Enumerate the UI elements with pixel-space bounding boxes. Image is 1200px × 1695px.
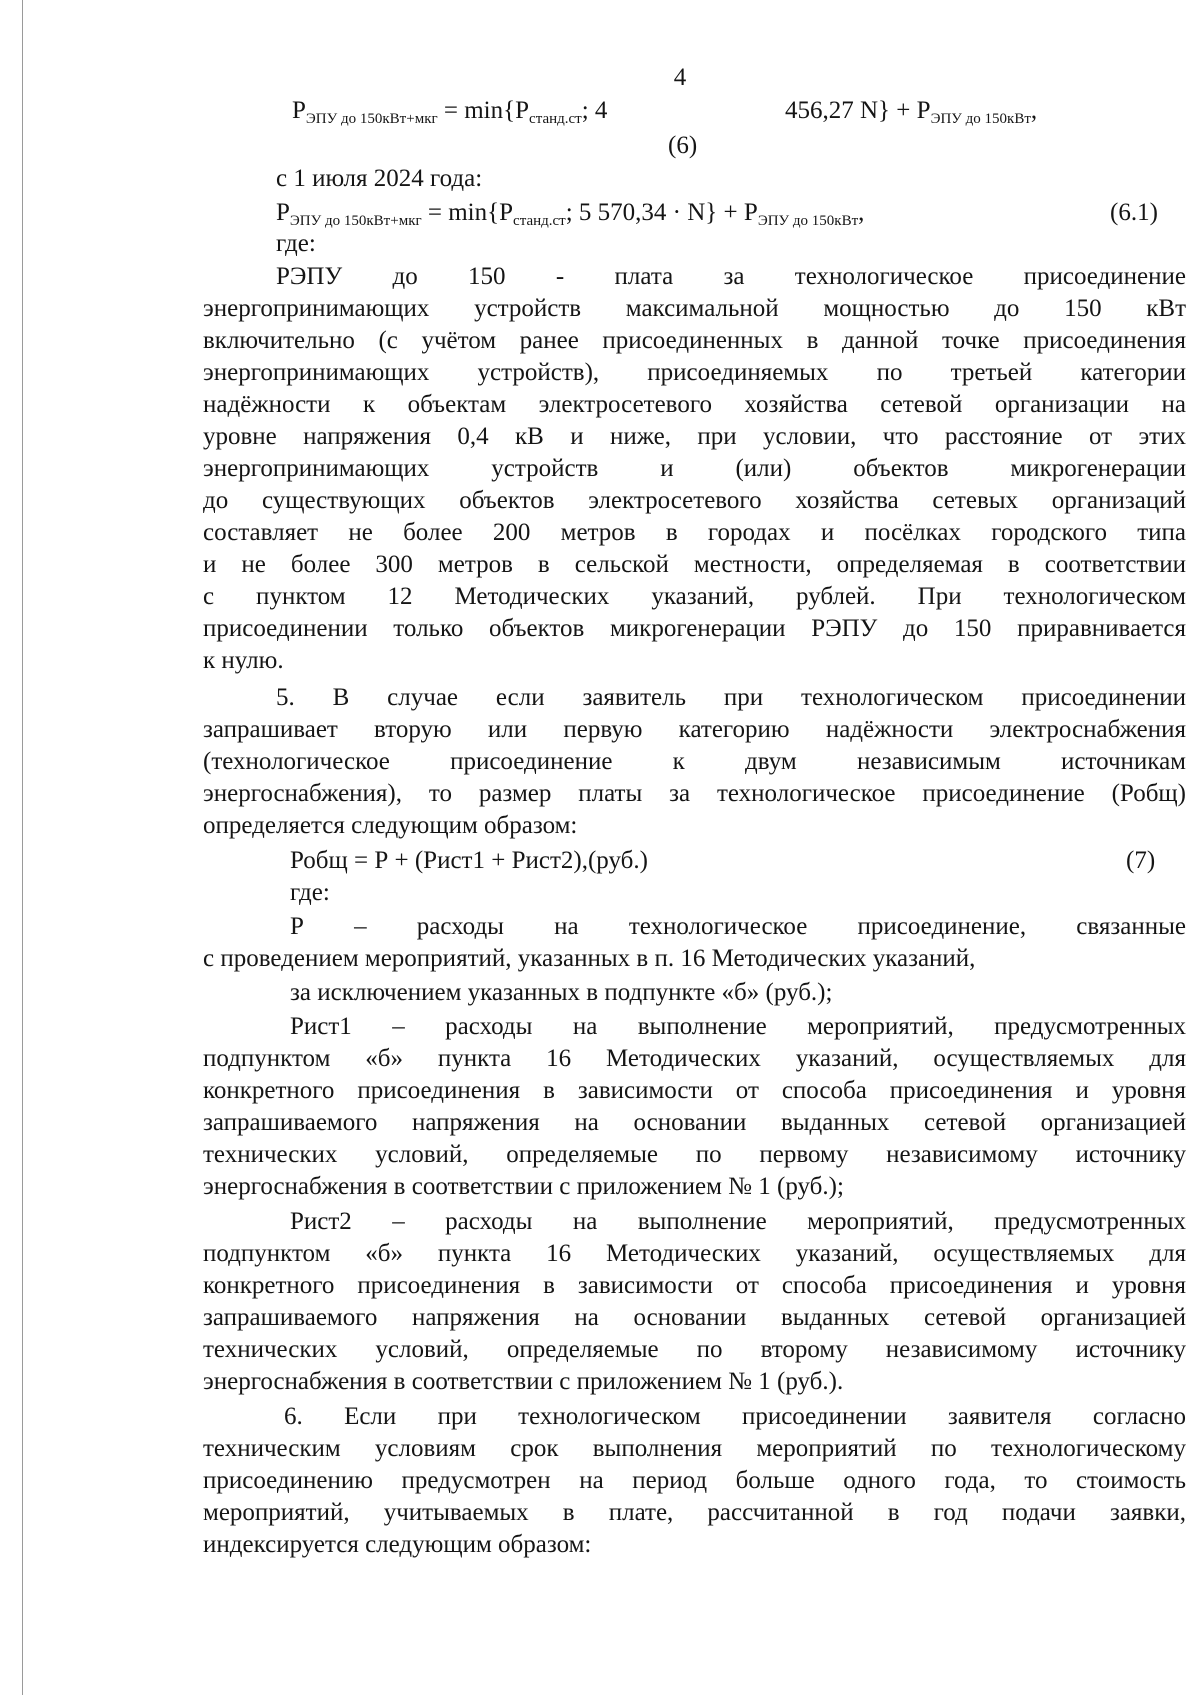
text-line: присоединении только объектов микрогенерации РЭПУ до 150 приравнивается [203, 615, 1186, 642]
text-line: мероприятий, учитываемых в плате, рассчитанной в год подачи заявки, [203, 1499, 1186, 1526]
text-line: энергопринимающих устройств и (или) объектов микрогенерации [203, 455, 1186, 482]
text-line: конкретного присоединения в зависимости от способа присоединения и уровня [203, 1077, 1186, 1104]
formula-6: $Р_{ЭПУ до 150кВт+мкг} = \min\{Р_{станд.ст}$; 4 [292, 97, 608, 127]
formula-6-number: (6) [668, 132, 698, 159]
text-line: запрашиваемого напряжения на основании выданных сетевой организацией [203, 1109, 1186, 1136]
text-line: уровне напряжения 0,4 кВ и ниже, при условии, что расстояние от этих [203, 423, 1186, 450]
text-line: энергоснабжения в соответствии с приложением № 1 (руб.); [203, 1173, 844, 1200]
text-line: к нулю. [203, 647, 284, 674]
date-line: с 1 июля 2024 года: [276, 165, 483, 192]
text-line: подпунктом «б» пункта 16 Методических указаний, осуществляемых для [203, 1240, 1186, 1267]
text-line: Рист2 – расходы на выполнение мероприятий, предусмотренных [290, 1208, 1186, 1235]
text-line: технических условий, определяемые по первому независимому источнику [203, 1141, 1186, 1168]
formula-6-1: $Р_{ЭПУ до 150кВт+мкг} = \min\{Р_{станд.ст}$; 5 $570,34 \cdot N\} + Р_{ЭПУ до 150кВт}$, [276, 199, 865, 229]
text-line: Р – расходы на технологическое присоединение, связанные [290, 913, 1186, 940]
text-line: определяется следующим образом: [203, 812, 578, 839]
text-line: (технологическое присоединение к двум независимым источникам [203, 748, 1186, 775]
text-line: за исключением указанных в подпункте «б» (руб.); [290, 979, 833, 1006]
text-line: конкретного присоединения в зависимости от способа присоединения и уровня [203, 1272, 1186, 1299]
text-line: технических условий, определяемые по второму независимому источнику [203, 1336, 1186, 1363]
text-line: энергопринимающих устройств максимальной мощностью до 150 кВт [203, 295, 1186, 322]
text-line: подпунктом «б» пункта 16 Методических указаний, осуществляемых для [203, 1045, 1186, 1072]
text-line: техническим условиям срок выполнения мероприятий по технологическому [203, 1435, 1186, 1462]
text-line: запрашивает вторую или первую категорию надёжности электроснабжения [203, 716, 1186, 743]
formula-6-1-number: (6.1) [1110, 199, 1158, 226]
text-line: надёжности к объектам электросетевого хозяйства сетевой организации на [203, 391, 1186, 418]
text-line: 6. Если при технологическом присоединении заявителя согласно [284, 1403, 1186, 1430]
text-line: присоединению предусмотрен на период больше одного года, то стоимость [203, 1467, 1186, 1494]
where-label: где: [276, 230, 316, 257]
formula-7: Робщ = Р + (Рист1 + Рист2),(руб.) [290, 847, 648, 874]
text-line: с проведением мероприятий, указанных в п. 16 Методических указаний, [203, 945, 976, 972]
text-line: Рист1 – расходы на выполнение мероприятий, предусмотренных [290, 1013, 1186, 1040]
text-line: энергоснабжения в соответствии с приложением № 1 (руб.). [203, 1368, 844, 1395]
text-line: с пунктом 12 Методических указаний, рублей. При технологическом [203, 583, 1186, 610]
text-line: включительно (с учётом ранее присоединенных в данной точке присоединения [203, 327, 1186, 354]
formula-6-continued: 456,27 $N\} + Р_{ЭПУ до 150кВт}$, [785, 97, 1038, 127]
text-line: индексируется следующим образом: [203, 1531, 592, 1558]
text-line: РЭПУ до 150 - плата за технологическое присоединение [276, 263, 1186, 290]
text-line: и не более 300 метров в сельской местности, определяемая в соответствии [203, 551, 1186, 578]
where-label: где: [290, 879, 330, 906]
text-line: запрашиваемого напряжения на основании выданных сетевой организацией [203, 1304, 1186, 1331]
formula-7-number: (7) [1126, 847, 1156, 874]
text-line: энергопринимающих устройств), присоединяемых по третьей категории [203, 359, 1186, 386]
text-line: составляет не более 200 метров в городах и посёлках городского типа [203, 519, 1186, 546]
page-number: 4 [673, 64, 687, 91]
text-line: энергоснабжения), то размер платы за технологическое присоединение (Робщ) [203, 780, 1186, 807]
text-line: 5. В случае если заявитель при технологическом присоединении [276, 684, 1186, 711]
text-line: до существующих объектов электросетевого хозяйства сетевых организаций [203, 487, 1186, 514]
